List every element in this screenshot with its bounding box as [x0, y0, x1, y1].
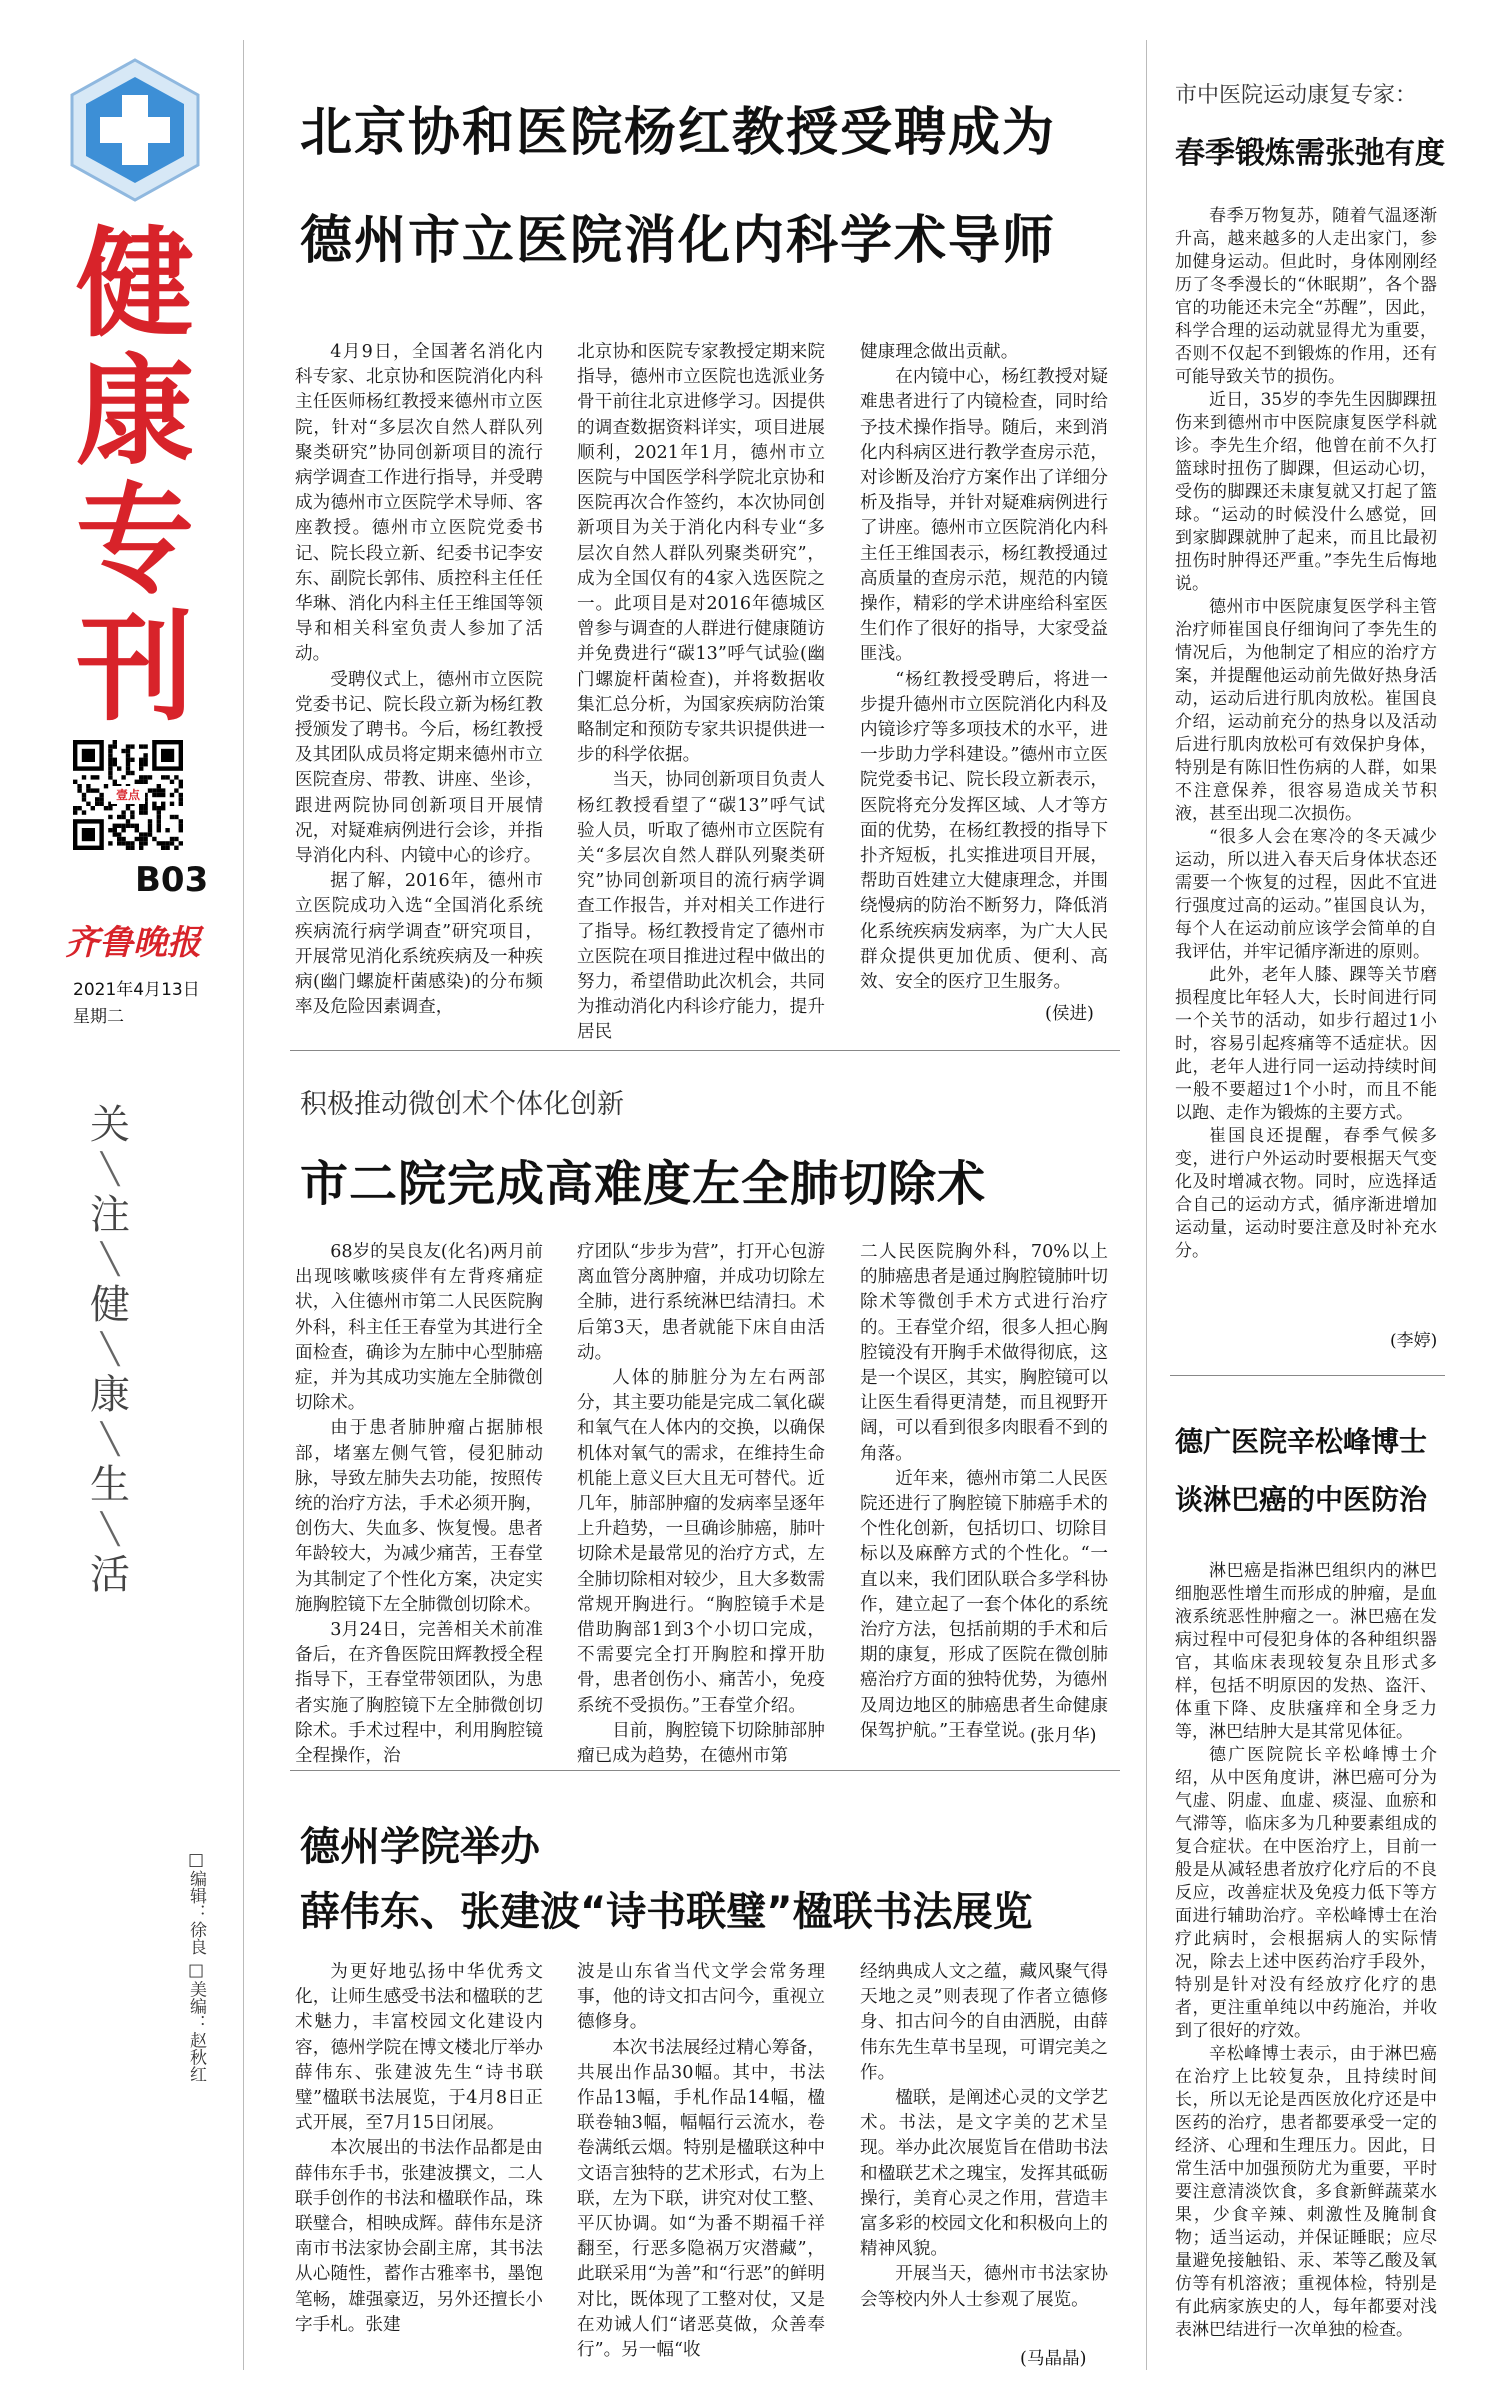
section-rule	[290, 1770, 1120, 1771]
paragraph: 为更好地弘扬中华优秀文化，让师生感受书法和楹联的艺术魅力，丰富校园文化建设内容，德州学院在博文楼北厅举办薛伟东、张建波先生“诗书联璧”楹联书法展览，于4月8日正式开展，至7月15日闭展。	[295, 1962, 543, 2134]
masthead	[55, 40, 225, 1598]
paragraph: 经纳典成人文之蕴，藏风聚气得天地之灵”则表现了作者立德修身、扣古问今的自由洒脱，由薛伟东先生草书呈现，可谓完美之作。	[860, 1962, 1108, 2083]
sidebar2-body	[1175, 1560, 1437, 2342]
sidebar1-body	[1175, 205, 1437, 1263]
article1-column-3	[860, 340, 1108, 995]
slogan-divider: ╲	[100, 1242, 120, 1277]
paragraph: 68岁的吴良友(化名)两月前出现咳嗽咳痰伴有左背疼痛症状，入住德州市第二人民医院胸外科，科主任王春堂为其进行全面检查，确诊为左肺中心型肺癌症，并为其成功实施左全肺微创切除术。	[295, 1242, 543, 1414]
slogan-char: 注	[90, 1192, 130, 1238]
paragraph: “杨红教授受聘后，将进一步提升德州市立医院消化内科及内镜诊疗等多项技术的水平，进一步助力学科建设。”德州市立医院党委书记、院长段立新表示，医院将充分发挥区域、人才等方面的优势，在杨红教授的指导下扑齐短板，扎实推进项目开展，帮助百姓建立大健康理念，并围绕慢病的防治不断努力，降低消化系统疾病发病率，为广大人民群众提供更加优质、便利、高效、安全的医疗卫生服务。	[860, 669, 1108, 993]
sidebar2-title-line2: 谈淋巴癌的中医防治	[1175, 1483, 1428, 1516]
paragraph: 二人民医院胸外科，70%以上的肺癌患者是通过胸腔镜肺叶切除术等微创手术方式进行治疗的。王春堂介绍，很多人担心胸腔镜没有开胸手术做得彻底，这是一个误区，其实，胸腔镜可以让医生看得更清楚，而且视野开阔，可以看到很多肉眼看不到的角落。	[860, 1242, 1108, 1464]
paragraph: 本次书法展经过精心筹备，共展出作品30幅。其中，书法作品13幅，手札作品14幅，楹联卷轴3幅，幅幅行云流水，卷卷满纸云烟。特别是楹联这种中文语言独特的艺术形式，右为上联，左为下联，讲究对仗工整、平仄协调。如“为番不期福千祥翻至，行恶多隐祸万灾潜藏”，此联采用“为善”和“行恶”的鲜明对比，既体现了工整对仗，又是在劝诫人们“诸恶莫做，众善奉行”。另一幅“收	[577, 2037, 825, 2361]
slogan-divider: ╲	[100, 1332, 120, 1367]
section-rule	[1170, 1375, 1445, 1376]
article1-title-line1: 北京协和医院杨红教授受聘成为	[300, 103, 1057, 163]
article2-kicker: 积极推动微创术个体化创新	[300, 1089, 624, 1120]
paragraph: 目前，胸腔镜下切除肺部肿瘤已成为趋势，在德州市第	[577, 1720, 825, 1767]
sidebar1-byline: (李婷)	[1390, 1331, 1438, 1351]
section-title-char: 刊	[75, 599, 194, 737]
paragraph: 楹联，是阐述心灵的文学艺术。书法，是文字美的艺术呈现。举办此次展览旨在借助书法和楹联艺术之瑰宝，发挥其砥砺操行，美育心灵之作用，营造丰富多彩的校园文化和积极向上的精神风貌。	[860, 2088, 1108, 2260]
paragraph: 德州市中医院康复医学科主管治疗师崔国良仔细询问了李先生的情况后，为他制定了相应的治疗方案，并提醒他运动前先做好热身活动，运动后进行肌肉放松。崔国良介绍，运动前充分的热身以及活动后进行肌肉放松可有效保护身体，特别是有陈旧性伤病的人群，如果不注意保养，很容易造成关节积液，甚至出现二次损伤。	[1175, 597, 1437, 824]
sidebar1-kicker: 市中医院运动康复专家：	[1175, 83, 1418, 108]
article1-title-line2: 德州市立医院消化内科学术导师	[300, 211, 1057, 271]
article1-column-2	[577, 340, 825, 1046]
paragraph: 由于患者肺肿瘤占据肺根部，堵塞左侧气管，侵犯肺动脉，导致左肺失去功能，按照传统的治疗方法，手术必须开胸，创伤大、失血多、恢复慢。患者年龄较大，为减少痛苦，王春堂为其制定了个性化方案，决定实施胸腔镜下左全肺微创切除术。	[295, 1418, 543, 1615]
paragraph: 春季万物复苏，随着气温逐渐升高，越来越多的人走出家门，参加健身运动。但此时，身体刚刚经历了冬季漫长的“休眠期”，各个器官的功能还未完全“苏醒”，因此，科学合理的运动就显得尤为重要，否则不仅起不到锻炼的作用，还有可能导致关节的损伤。	[1175, 206, 1437, 387]
article3-title-line1: 德州学院举办	[300, 1824, 540, 1870]
paragraph: 在内镜中心，杨红教授对疑难患者进行了内镜检查，同时给予技术操作指导。随后，来到消化内科病区进行教学查房示范，对诊断及治疗方案作出了详细分析及指导，并针对疑难病例进行了讲座。德州市立医院消化内科主任王维国表示，杨红教授通过高质量的查房示范，规范的内镜操作，精彩的学术讲座给科室医生们作了很好的指导，大家受益匪浅。	[860, 367, 1108, 665]
qr-code[interactable]	[73, 740, 183, 850]
paragraph: 淋巴癌是指淋巴组织内的淋巴细胞恶性增生而形成的肿瘤，是血液系统恶性肿瘤之一。淋巴癌在发病过程中可侵犯身体的各种组织器官，其临床表现较复杂且形式多样，包括不明原因的发热、盗汗、体重下降、皮肤瘙痒和全身乏力等，淋巴结肿大是其常见体征。	[1175, 1561, 1437, 1742]
sidebar2-title-line1: 德广医院辛松峰博士	[1175, 1425, 1428, 1458]
editor-credit: □编辑：徐良 □美编：赵秋红	[186, 1850, 206, 2083]
section-title-char: 康	[75, 343, 194, 481]
issue-date: 2021年4月13日	[73, 980, 200, 1000]
sidebar1-title: 春季锻炼需张弛有度	[1175, 136, 1445, 171]
issue-weekday: 星期二	[73, 1007, 124, 1027]
paragraph: 辛松峰博士表示，由于淋巴癌在治疗上比较复杂，且持续时间长，所以无论是西医放化疗还是中医药的治疗，患者都要承受一定的经济、心理和生理压力。因此，日常生活中加强预防尤为重要，平时要注意清淡饮食，多食新鲜蔬菜水果，少食辛辣、刺激性及腌制食物；适当运动，并保证睡眠；应尽量避免接触铅、汞、苯等乙酸及氧仿等有机溶液；重视体检，特别是有此病家族史的人，每年都要对浅表淋巴结进行一次单独的检查。	[1175, 2044, 1437, 2340]
article3-byline: (马晶晶)	[1020, 2349, 1087, 2369]
article2-column-1	[295, 1240, 543, 1769]
slogan-char: 关	[90, 1102, 130, 1148]
slogan-divider: ╲	[100, 1512, 120, 1547]
slogan-divider: ╲	[100, 1422, 120, 1457]
qr-center-label: 壹点	[111, 786, 145, 804]
section-title	[65, 215, 205, 737]
article3-column-1	[295, 1960, 543, 2338]
page-number: B03	[135, 860, 209, 900]
paragraph: 据了解，2016年，德州市立医院成功入选“全国消化系统疾病流行病学调查”研究项目，开展常见消化系统疾病及一种疾病(幽门螺旋杆菌感染)的分布频率及危险因素调查，	[295, 871, 543, 1018]
paragraph: 德广医院院长辛松峰博士介绍，从中医角度讲，淋巴癌可分为气虚、阴虚、血虚、痰湿、血瘀和气滞等，临床多为几种要素组成的复合症状。在中医治疗上，目前一般是从减轻患者放疗化疗后的不良反应，改善症状及免疫力低下等方面进行辅助治疗。辛松峰博士在治疗此病时，会根据病人的实际情况，除去上述中医药治疗手段外，特别是针对没有经放疗化疗的患者，更注重单纯以中药施治，并收到了很好的疗效。	[1175, 1745, 1437, 2041]
paragraph: 疗团队“步步为营”，打开心包游离血管分离肿瘤，并成功切除左全肺，进行系统淋巴结清扫。术后第3天，患者就能下床自由活动。	[577, 1242, 825, 1363]
slogan-divider: ╲	[100, 1152, 120, 1187]
paragraph: 健康理念做出贡献。	[860, 342, 1019, 362]
slogan-char: 生	[90, 1462, 130, 1508]
paragraph: 人体的肺脏分为左右两部分，其主要功能是完成二氧化碳和氧气在人体内的交换，以确保机体对氧气的需求，在维持生命机能上意义巨大且无可替代。近几年，肺部肿瘤的发病率呈逐年上升趋势，一旦确诊肺癌，肺叶切除术是最常见的治疗方式，左全肺切除相对较少，且大多数需常规开胸进行。“胸腔镜手术是借助胸部1到3个小切口完成，不需要完全打开胸腔和撑开肋骨，患者创伤小、痛苦小，免疫系统不受损伤。”王春堂介绍。	[577, 1368, 825, 1716]
section-rule	[290, 1050, 1120, 1051]
masthead-divider	[243, 40, 244, 2370]
slogan-char: 健	[90, 1282, 130, 1328]
paragraph: 近年来，德州市第二人民医院还进行了胸腔镜下肺癌手术的个性化创新，包括切口、切除目标以及麻醉方式的个性化。“一直以来，我们团队联合多学科协作，建立起了一套个体化的系统治疗方法，包括前期的手术和后期的康复，形成了医院在微创肺癌治疗方面的独特优势，为德州及周边地区的肺癌患者生命健康保驾护航。”王春堂说。	[860, 1468, 1108, 1741]
newspaper-logo: 齐鲁晚报	[65, 923, 201, 963]
sidebar-divider	[1146, 40, 1147, 2370]
article1-byline: (侯进)	[1045, 1004, 1094, 1024]
article3-title-line2: 薛伟东、张建波“诗书联璧”楹联书法展览	[300, 1889, 1033, 1935]
article2-column-2	[577, 1240, 825, 1769]
article2-column-3	[860, 1240, 1108, 1744]
paragraph: 北京协和医院专家教授定期来院指导，德州市立医院也选派业务骨干前往北京进修学习。因提供的调查数据资料详实，项目进展顺利，2021年1月，德州市立医院与中国医学科学院北京协和医院再次合作签约，本次协同创新项目为关于消化内科专业“多层次自然人群队列聚类研究”，成为全国仅有的4家入选医院之一。此项目是对2016年德城区曾参与调查的人群进行健康随访并免费进行“碳13”呼气试验(幽门螺旋杆菌检查)，并将数据收集汇总分析，为国家疾病防治策略制定和预防专家共识提供进一步的科学依据。	[577, 342, 825, 766]
paragraph: “很多人会在寒冷的冬天减少运动，所以进入春天后身体状态还需要一个恢复的过程，因此不宜进行强度过高的运动。”崔国良认为，每个人在运动前应该学会简单的自我评估，并牢记循序渐进的原则。	[1175, 827, 1437, 962]
section-title-char: 健	[75, 215, 194, 353]
paragraph: 4月9日，全国著名消化内科专家、北京协和医院消化内科主任医师杨红教授来德州市立医院，针对“多层次自然人群队列聚类研究”协同创新项目的流行病学调查工作进行指导，并受聘成为德州市立医院学术导师、客座教授。德州市立医院党委书记、院长段立新、纪委书记李安东、副院长郭伟、质控科主任任华琳、消化内科主任王维国等领导和相关科室负责人参加了活动。	[295, 342, 543, 665]
medical-cross-logo-icon	[60, 55, 210, 205]
paragraph: 当天，协同创新项目负责人杨红教授看望了“碳13”呼气试验人员，听取了德州市立医院有关“多层次自然人群队列聚类研究”协同创新项目的流行病学调查工作报告，并对相关工作进行了指导。杨红教授肯定了德州市立医院在项目推进过程中做出的努力，希望借助此次机会，共同为推动消化内科诊疗能力，提升居民	[577, 770, 825, 1043]
paragraph: 此外，老年人膝、踝等关节磨损程度比年轻人大，长时间进行同一个关节的活动，如步行超过1小时，容易引起疼痛等不适症状。因此，老年人进行同一运动持续时间一般不要超过1个小时，而且不能以跑、走作为锻炼的主要方式。	[1175, 965, 1437, 1123]
slogan	[75, 1100, 145, 1600]
slogan-char: 活	[90, 1552, 130, 1598]
paragraph: 开展当天，德州市书法家协会等校内外人士参观了展览。	[860, 2264, 1108, 2310]
article3-column-3	[860, 1960, 1108, 2313]
section-title-char: 专	[75, 471, 194, 609]
paragraph: 3月24日，完善相关术前准备后，在齐鲁医院田辉教授全程指导下，王春堂带领团队，为患者实施了胸腔镜下左全肺微创切除术。手术过程中，利用胸腔镜全程操作，治	[295, 1620, 543, 1767]
slogan-char: 康	[90, 1372, 130, 1418]
article1-column-1	[295, 340, 543, 1020]
paragraph: 本次展出的书法作品都是由薛伟东手书，张建波撰文，二人联手创作的书法和楹联作品，珠联璧合，相映成辉。薛伟东是济南市书法家协会副主席，其书法从心随性，蓄作古雅率书，墨饱笔畅，雄强豪迈，另外还擅长小字手札。张建	[295, 2138, 543, 2335]
article2-title: 市二院完成高难度左全肺切除术	[300, 1156, 987, 1212]
article3-column-2	[577, 1960, 825, 2363]
paragraph: 近日，35岁的李先生因脚踝扭伤来到德州市中医院康复医学科就诊。李先生介绍，他曾在前不久打篮球时扭伤了脚踝，但运动心切，受伤的脚踝还未康复就又打起了篮球。“运动的时候没什么感觉，回到家脚踝就肿了起来，而且比最初扭伤时肿得还严重。”李先生后悔地说。	[1175, 390, 1437, 594]
paragraph: 受聘仪式上，德州市立医院党委书记、院长段立新为杨红教授颁发了聘书。今后，杨红教授及其团队成员将定期来德州市立医院查房、带教、讲座、坐诊，跟进两院协同创新项目开展情况，对疑难病例进行会诊，并指导消化内科、内镜中心的诊疗。	[295, 669, 543, 867]
paragraph: 崔国良还提醒，春季气候多变，进行户外运动时要根据天气变化及时增减衣物。同时，应选择适合自己的运动方式，循序渐进增加运动量，运动时要注意及时补充水分。	[1175, 1126, 1437, 1261]
paragraph: 波是山东省当代文学会常务理事，他的诗文扣古问今，重视立德修身。	[577, 1962, 825, 2033]
article2-byline: (张月华)	[1030, 1726, 1097, 1746]
